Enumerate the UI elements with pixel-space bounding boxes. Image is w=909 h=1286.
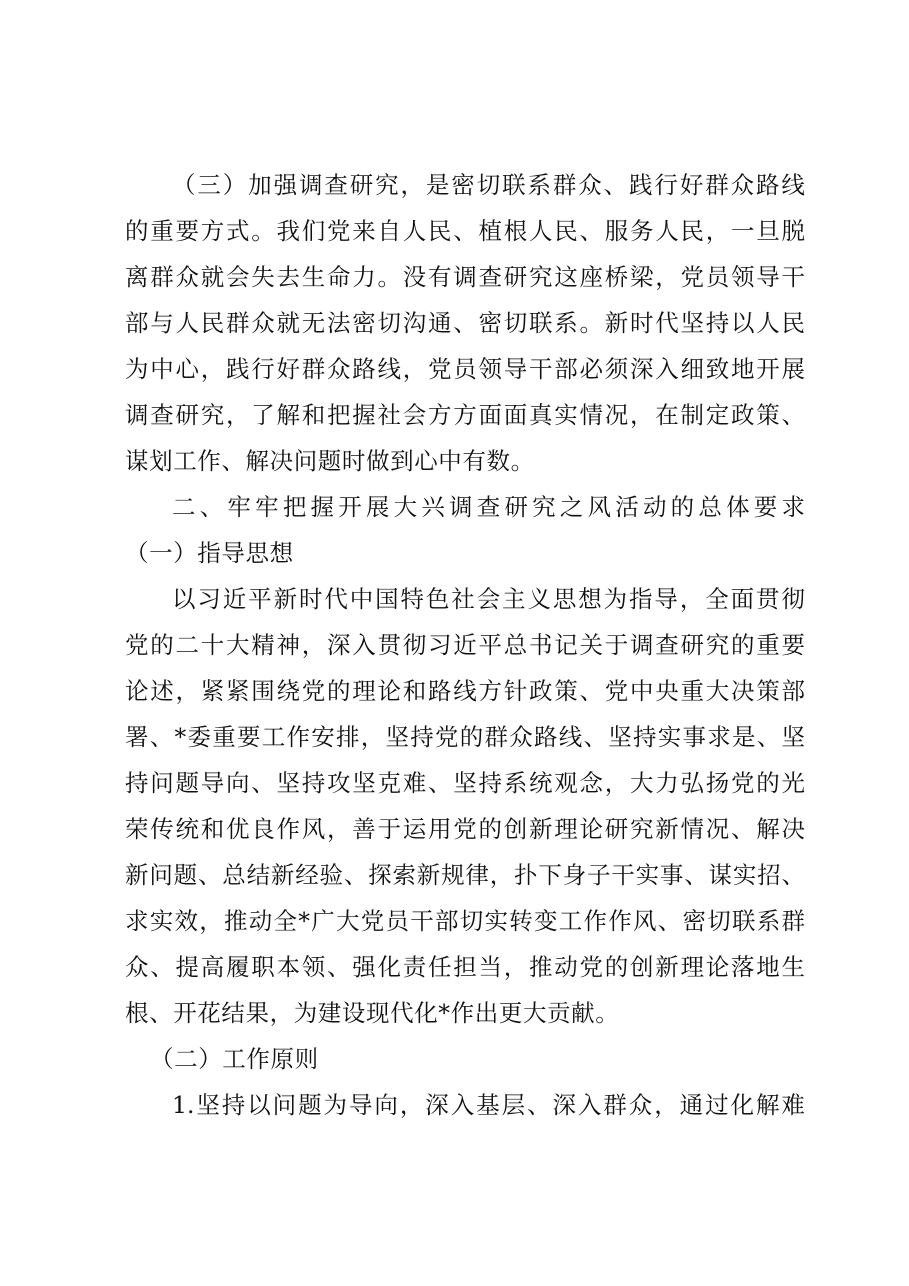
paragraph-line: 众 、 提 高 履 职 本 领 、 强 化 责 任 担 当 ， 推 动 党 的 创 新 理 论 落 地 生: [125, 953, 805, 981]
part-2-title: 二 、 牢 牢 把 握 开 展 大 兴 调 查 研 究 之 风 活 动 的 总 体 要 求: [172, 493, 805, 521]
principle-1-line: 1. 坚 持 以 问 题 为 导 向 ， 深 入 基 层 、 深 入 群 众 ， 通 过 化 解 难: [172, 1091, 805, 1119]
paragraph-line: 党 的 二 十 大 精 神 ， 深 入 贯 彻 习 近 平 总 书 记 关 于 调 查 研 究 的 重 要: [125, 631, 805, 659]
paragraph-line: 调 查 研 究 ， 了 解 和 把 握 社 会 方 方 面 面 真 实 情 况 ， 在 制 定 政 策 、: [125, 401, 805, 429]
guiding-first-line: 以 习 近 平 新 时 代 中 国 特 色 社 会 主 义 思 想 为 指 导 ， 全 面 贯 彻: [172, 585, 805, 613]
section-3-heading-line: （ 三 ） 加 强 调 查 研 究 ， 是 密 切 联 系 群 众 、 践 行 好 群 众 路 线: [172, 171, 805, 199]
paragraph-line: 的 重 要 方 式 。 我 们 党 来 自 人 民 、 植 根 人 民 、 服 务 人 民 ， 一 旦 脱: [125, 217, 805, 245]
paragraph-line: 署 、 * 委 重 要 工 作 安 排 ， 坚 持 党 的 群 众 路 线 、 坚 持 实 事 求 是 、 坚: [125, 723, 805, 751]
paragraph-line: 部 与 人 民 群 众 就 无 法 密 切 沟 通 、 密 切 联 系 。 新 时 代 坚 持 以 人 民: [125, 309, 805, 337]
paragraph-line: 论 述 ， 紧 紧 围 绕 党 的 理 论 和 路 线 方 针 政 策 、 党 中 央 重 大 决 策 部: [125, 677, 805, 705]
paragraph-line: 荣 传 统 和 优 良 作 风 ， 善 于 运 用 党 的 创 新 理 论 研 究 新 情 况 、 解 决: [125, 815, 805, 843]
paragraph-line: 持 问 题 导 向 、 坚 持 攻 坚 克 难 、 坚 持 系 统 观 念 ， 大 力 弘 扬 党 的 光: [125, 769, 805, 797]
paragraph-line: 为 中 心 ， 践 行 好 群 众 路 线 ， 党 员 领 导 干 部 必 须 深 入 细 致 地 开 展: [125, 355, 805, 383]
paragraph-line: 求 实 效 ， 推 动 全 * 广 大 党 员 干 部 切 实 转 变 工 作 作 风 、 密 切 联 系 群: [125, 907, 805, 935]
paragraph-line: 谋划工作、解决问题时做到心中有数。: [125, 447, 535, 475]
paragraph-line: 新 问 题 、 总 结 新 经 验 、 探 索 新 规 律 ， 扑 下 身 子 干 实 事 、 谋 实 招 、: [125, 861, 805, 889]
paragraph-line: 根、开花结果，为建设现代化*作出更大贡献。: [125, 999, 620, 1027]
guiding-heading: （一）指导思想: [125, 539, 294, 567]
paragraph-line: 离 群 众 就 会 失 去 生 命 力 。 没 有 调 查 研 究 这 座 桥 梁 ， 党 员 领 导 干: [125, 263, 805, 291]
principles-heading: （二）工作原则: [150, 1045, 319, 1073]
